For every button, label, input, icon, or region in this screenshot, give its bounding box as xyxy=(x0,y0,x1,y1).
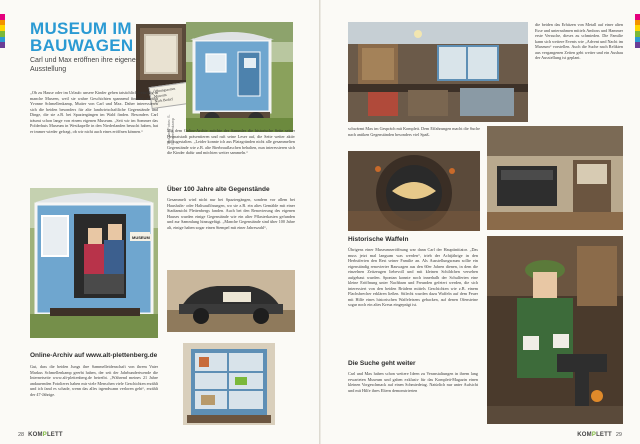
article-subtitle: Carl und Max eröffnen ihre eigene Ausstellung xyxy=(30,57,136,73)
color-stripes-right xyxy=(635,14,640,48)
right-page xyxy=(321,0,640,444)
sign-line: Nach Bedarf xyxy=(154,97,174,104)
archiv-paragraph: Gut, dass die beiden Jungs ihre Sammelleidenschaft von ihrem Vater Markus Schmellenkamp geerbt haben, der seit der Jahrhundertwende die Internetseite www.alt-plettenberg.de betreibt. „Während meines 21 Jahre andauernden Fotolieres haben mir viele Menschen viele Geschichten erzählt und ich fand es schade, wenn das alles irgendwann verloren geht“, erzählt der 47-Jährige. xyxy=(30,364,158,397)
suche-paragraph: Carl und Max haben schon weitere Ideen zu Veranstaltungen in ihrem lang erwarteten Museum und gaben exklusiv für das Komplett-Magazin einen kleinen Vorgeschmack auf einen Schmiedetag. Natürlich nur unter Aufsicht und mit Hilfe ihres Eltern demonstrierten xyxy=(348,371,478,393)
sign-line: Museum xyxy=(153,92,167,99)
subhead-suche: Die Suche geht weiter xyxy=(348,360,416,367)
brand-mark: P xyxy=(591,432,597,438)
photo-dollhouse xyxy=(183,343,275,425)
left-page xyxy=(0,0,319,444)
photo-typewriter xyxy=(487,126,623,230)
right-top-paragraph: die beiden das Erhitzen von Metall auf einer alten Esse und unternahmen mittels Amboss und Hammer erste Versuche, dieses zu schmieden. Die Familie kann sich weitere Events wie „Advent und Nacht im Museum“ vorstellen. Auch die Suche nach Relikten aus vergangenen Zeiten geht weiter und ein Ausbau der Ausstellung ist geplant. xyxy=(535,22,623,60)
color-stripes-left xyxy=(0,14,5,48)
museum-sign: MUSEUM xyxy=(132,235,150,240)
col2-paragraph: Mit dem Onlinr-Archiv möchte der Sammler die historische Seite seiner Heimatstadt präsentieren und ruft seine Leser auf, die Seite weiter aktiv mitzugestalten. „Leider konnte ich aus Platzgründen nicht alle gesammelten Gegenstände wie z.B. alte Bierbrauflaschen behalten, nun interessieren sich die Kinder dafür und möchten weiter sammeln.“ xyxy=(167,128,295,155)
brand-post: LETT xyxy=(596,432,612,438)
photo-credit: Text und Fotos: S. Schmellenkamp xyxy=(167,114,175,145)
photo-trailer-interior xyxy=(348,22,528,122)
right-mid-paragraph: schwärmt Max im Gespräch mit Komplett. Dem Effahrungen macht die Suche nach antiken Gegenständen besonders viel Spaß. xyxy=(348,126,480,137)
folio-right xyxy=(577,432,622,438)
page-number-left: 28 xyxy=(18,432,25,438)
photo-vintage-car xyxy=(167,270,295,332)
photo-blue-trailer xyxy=(186,22,293,132)
article-title: MUSEUM IM BAUWAGEN xyxy=(30,19,134,55)
waffeln-paragraph: Übrigens einer Museumseröffnung war dann Carl der Hauptinitiator. „Das muss jetzt mal langsam was werden“, trieb der Achtjährige in den Herbstferien den Rest seiner Familie an. Als Ausstellungsraum sollte ein eigenständig renovierter Bauwagen aus den 60er Jahren dienen, in dem die einzelnen Zeitzeugen liebevoll und mit kleinen Schildchen versehen aufgebaut wurden. Spontan konnte noch innerhalb der Schulferien eine kleine Eröffnung unter Nachbarn und Freunden gefeiert werden, die sich interessiert von den beiden Brüdern mittels Geschichten wie z.B. einem Flachsbrecher erklären ließen. Stilecht wurden dazu Waffeln auf dem Feuer mit Hilfe eines historischen Waffeleisens gebacken, auf denen Ofensteine sogar noch ein altes Kreuz eingeprägt ist. xyxy=(348,247,478,307)
photo-boy-anvil xyxy=(487,236,623,424)
brand-post: LETT xyxy=(46,432,63,438)
page-number-right: 29 xyxy=(615,432,622,438)
magazine-brand-right xyxy=(577,432,612,438)
magazine-brand-left xyxy=(28,432,63,438)
folio-left xyxy=(18,432,63,438)
brand-mark: P xyxy=(42,432,47,438)
photo-boys-trailer xyxy=(30,188,158,338)
subhead-gegenstaende: Über 100 Jahre alte Gegenstände xyxy=(167,186,270,193)
brand-pre: KOM xyxy=(577,432,592,438)
subhead-online-archiv: Online-Archiv auf www.alt-plettenberg.de xyxy=(30,352,158,359)
photo-waffle-iron xyxy=(348,151,480,231)
brand-pre: KOM xyxy=(28,432,43,438)
sign-line: Öffnungszeiten xyxy=(153,86,176,94)
intro-paragraph: „Ob zu Hause oder im Urlaub: unsere Kinder gehen tatsächlich freiwillig in manche Museen, weil sie wahre Geschichten spannend finden“, erzählt Yvonne Schmellenkamp, Mutter von Carl und Max. Daher interessieren sich die beiden besonders für alte landwirtschaftliche Gegenstände und Dinge, die sie z.B. bei Spaziergängen im Wald finden. Besonders Carl träumt schon lange von einem eigenen Museum. „Seit wir im Sommer das Polderhuis Museum in Westkapelle in den Niederlanden besucht haben, hat er immer wieder gefragt, ob wir nicht auch eines eröffnen können.“ xyxy=(30,90,158,134)
subhead-waffeln: Historische Waffeln xyxy=(348,236,409,243)
col2-paragraph-2: Gesammelt wird nicht nur bei Spaziergängen, sondern vor allem bei Haushalts- oder Haltsauflösungen, wo sie z.B. ein altes Gemälde mit einer Stadtansicht Plettenbergs fanden. Auch bei den Renovierung des eigenen Hauses wurden einige Gegenstände wie ein alter Pflasterkasten gefunden und zur Sammlung hinzugefügt. „Manche Gegenstände sind über 100 Jahre alt, einige haben sogar einen Stempel mit einer Jahreszahl“, xyxy=(167,197,295,230)
